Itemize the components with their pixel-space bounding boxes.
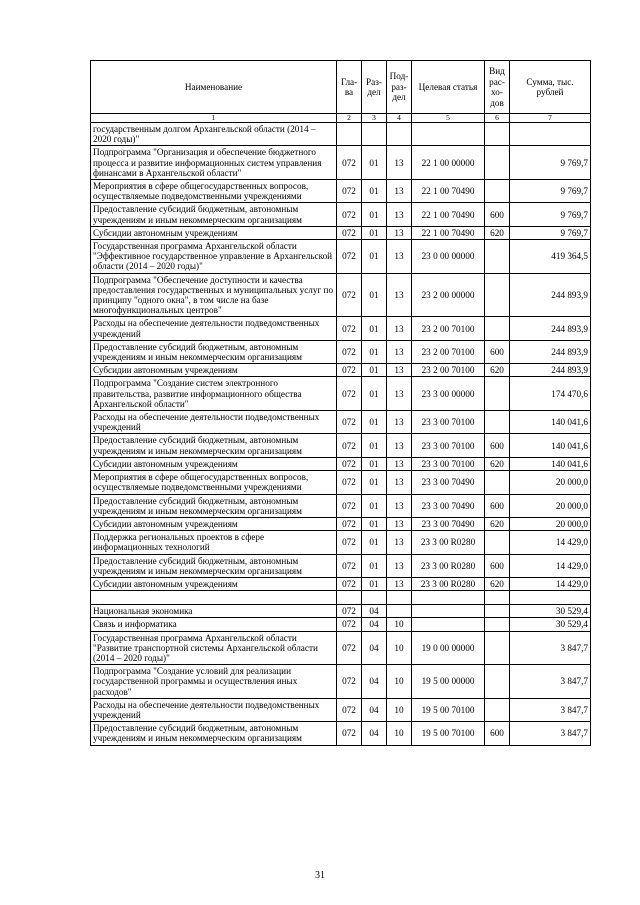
row-target-cell: 23 3 00 70100 [412, 434, 485, 457]
table-row [91, 146, 591, 180]
row-razdel-cell: 01 [362, 364, 387, 377]
row-name-cell: Подпрограмма "Создание условий для реализации государственной программы и осуществления иных расходов" [91, 665, 337, 699]
col-number: 5 [412, 114, 485, 123]
row-podrazdel-cell: 13 [387, 531, 412, 554]
row-name-cell: Субсидии автономным учреждениям [91, 517, 337, 530]
header-razdel: Раз-дел [362, 61, 387, 114]
row-podrazdel-cell: 13 [387, 203, 412, 226]
row-sum-cell: 9 769,7 [510, 180, 591, 203]
row-target-cell: 23 3 00 70100 [412, 411, 485, 434]
table-row [91, 377, 591, 411]
row-vid-cell: 600 [485, 722, 510, 745]
row-name-cell: Национальная экономика [91, 605, 337, 618]
row-sum-cell: 244 893,9 [510, 317, 591, 340]
row-razdel-cell: 01 [362, 554, 387, 577]
table-row [91, 531, 591, 554]
row-sum-cell: 3 847,7 [510, 698, 591, 721]
row-razdel-cell: 01 [362, 457, 387, 470]
row-sum-cell: 30 529,4 [510, 605, 591, 618]
row-glava-cell: 072 [337, 457, 362, 470]
row-target-cell: 23 2 00 70100 [412, 340, 485, 363]
table-row [91, 123, 591, 146]
row-vid-cell: 620 [485, 577, 510, 590]
row-razdel-cell: 01 [362, 203, 387, 226]
row-sum-cell: 419 364,5 [510, 240, 591, 274]
row-glava-cell: 072 [337, 531, 362, 554]
row-target-cell: 22 1 00 70490 [412, 180, 485, 203]
row-razdel-cell: 01 [362, 340, 387, 363]
row-sum-cell: 14 429,0 [510, 554, 591, 577]
row-glava-cell: 072 [337, 226, 362, 239]
row-target-cell: 19 5 00 70100 [412, 722, 485, 745]
row-razdel-cell: 01 [362, 494, 387, 517]
row-vid-cell: 620 [485, 457, 510, 470]
header-target: Целевая статья [412, 61, 485, 114]
row-sum-cell: 3 847,7 [510, 665, 591, 699]
row-sum-cell: 140 041,6 [510, 434, 591, 457]
row-vid-cell [485, 377, 510, 411]
row-razdel-cell: 04 [362, 698, 387, 721]
row-razdel-cell: 01 [362, 377, 387, 411]
row-target-cell: 19 5 00 70100 [412, 698, 485, 721]
table-row [91, 554, 591, 577]
table-row [91, 618, 591, 631]
row-name-cell: Субсидии автономным учреждениям [91, 577, 337, 590]
row-glava-cell [337, 123, 362, 146]
row-podrazdel-cell: 13 [387, 146, 412, 180]
row-sum-cell: 20 000,0 [510, 471, 591, 494]
row-glava-cell: 072 [337, 618, 362, 631]
row-target-cell: 23 2 00 70100 [412, 317, 485, 340]
row-sum-cell: 20 000,0 [510, 494, 591, 517]
row-name-cell [91, 591, 337, 605]
row-name-cell: Расходы на обеспечение деятельности подведомственных учреждений [91, 317, 337, 340]
row-vid-cell: 620 [485, 517, 510, 530]
row-vid-cell [485, 273, 510, 317]
table-row [91, 665, 591, 699]
row-name-cell: Субсидии автономным учреждениям [91, 457, 337, 470]
row-podrazdel-cell: 13 [387, 240, 412, 274]
row-name-cell: Предоставление субсидий бюджетным, автономным учреждениям и иным некоммерческим организациям [91, 340, 337, 363]
row-glava-cell: 072 [337, 494, 362, 517]
row-target-cell: 23 3 00 70490 [412, 471, 485, 494]
col-number: 3 [362, 114, 387, 123]
row-target-cell: 19 0 00 00000 [412, 631, 485, 665]
header-sum: Сумма, тыс. рублей [510, 61, 591, 114]
row-vid-cell [485, 317, 510, 340]
row-razdel-cell: 04 [362, 665, 387, 699]
row-name-cell: Государственная программа Архангельской области "Развитие транспортной системы Архангельской области (2014 – 2020 годы)" [91, 631, 337, 665]
row-sum-cell: 174 470,6 [510, 377, 591, 411]
row-razdel-cell: 04 [362, 605, 387, 618]
row-podrazdel-cell [387, 591, 412, 605]
row-razdel-cell [362, 123, 387, 146]
row-vid-cell: 600 [485, 340, 510, 363]
table-row [91, 591, 591, 605]
row-sum-cell: 244 893,9 [510, 340, 591, 363]
row-sum-cell [510, 123, 591, 146]
table-row [91, 180, 591, 203]
row-razdel-cell: 01 [362, 577, 387, 590]
row-razdel-cell: 01 [362, 180, 387, 203]
row-target-cell: 23 3 00 R0280 [412, 531, 485, 554]
row-razdel-cell: 01 [362, 317, 387, 340]
row-target-cell: 23 3 00 00000 [412, 377, 485, 411]
row-name-cell: государственным долгом Архангельской области (2014 – 2020 годы)" [91, 123, 337, 146]
row-vid-cell [485, 240, 510, 274]
row-razdel-cell: 04 [362, 618, 387, 631]
row-vid-cell: 600 [485, 434, 510, 457]
row-podrazdel-cell: 10 [387, 698, 412, 721]
row-razdel-cell: 01 [362, 531, 387, 554]
row-target-cell [412, 591, 485, 605]
row-name-cell: Государственная программа Архангельской области "Эффективное государственное управление в Архангельской области (2014 – 2020 годы)" [91, 240, 337, 274]
budget-table-sheet [90, 60, 590, 746]
row-vid-cell [485, 471, 510, 494]
row-glava-cell: 072 [337, 377, 362, 411]
table-row [91, 273, 591, 317]
row-sum-cell: 20 000,0 [510, 517, 591, 530]
table-body [91, 123, 591, 746]
table-row [91, 631, 591, 665]
row-podrazdel-cell: 13 [387, 180, 412, 203]
row-vid-cell [485, 411, 510, 434]
row-name-cell: Подпрограмма "Создание систем электронного правительства, развитие информационного общества Архангельской области" [91, 377, 337, 411]
row-podrazdel-cell: 13 [387, 273, 412, 317]
row-glava-cell: 072 [337, 317, 362, 340]
row-vid-cell [485, 591, 510, 605]
row-podrazdel-cell: 13 [387, 340, 412, 363]
row-podrazdel-cell: 13 [387, 377, 412, 411]
row-target-cell: 23 3 00 70490 [412, 517, 485, 530]
table-row [91, 457, 591, 470]
row-razdel-cell: 04 [362, 722, 387, 745]
row-target-cell: 23 3 00 R0280 [412, 577, 485, 590]
row-podrazdel-cell: 13 [387, 411, 412, 434]
column-number-row [91, 114, 591, 123]
row-razdel-cell: 01 [362, 146, 387, 180]
row-podrazdel-cell: 10 [387, 618, 412, 631]
page-number: 31 [315, 870, 325, 881]
table-row [91, 605, 591, 618]
table-row [91, 577, 591, 590]
row-glava-cell: 072 [337, 698, 362, 721]
row-sum-cell: 14 429,0 [510, 577, 591, 590]
row-sum-cell: 9 769,7 [510, 226, 591, 239]
row-razdel-cell: 01 [362, 226, 387, 239]
row-vid-cell [485, 180, 510, 203]
row-sum-cell: 9 769,7 [510, 203, 591, 226]
table-row [91, 698, 591, 721]
row-razdel-cell: 01 [362, 273, 387, 317]
row-podrazdel-cell: 13 [387, 494, 412, 517]
row-podrazdel-cell: 13 [387, 517, 412, 530]
row-vid-cell: 600 [485, 203, 510, 226]
row-target-cell: 23 3 00 70100 [412, 457, 485, 470]
row-target-cell: 23 3 00 R0280 [412, 554, 485, 577]
row-name-cell: Предоставление субсидий бюджетным, автономным учреждениям и иным некоммерческим организациям [91, 434, 337, 457]
row-podrazdel-cell: 13 [387, 554, 412, 577]
col-number: 6 [485, 114, 510, 123]
row-podrazdel-cell [387, 123, 412, 146]
table-row [91, 203, 591, 226]
row-vid-cell: 600 [485, 494, 510, 517]
table-row [91, 240, 591, 274]
row-razdel-cell [362, 591, 387, 605]
row-vid-cell [485, 123, 510, 146]
row-sum-cell: 140 041,6 [510, 411, 591, 434]
table-row [91, 434, 591, 457]
header-name: Наименование [91, 61, 337, 114]
row-target-cell: 23 0 00 00000 [412, 240, 485, 274]
row-razdel-cell: 01 [362, 517, 387, 530]
col-number: 2 [337, 114, 362, 123]
row-name-cell: Подпрограмма "Обеспечение доступности и качества предоставления государственных и муниципальных услуг по принципу "одного окна", в том числе на базе многофункциональных центров" [91, 273, 337, 317]
row-glava-cell: 072 [337, 273, 362, 317]
row-target-cell [412, 618, 485, 631]
row-glava-cell: 072 [337, 605, 362, 618]
table-row [91, 722, 591, 745]
row-podrazdel-cell: 10 [387, 722, 412, 745]
row-target-cell: 23 2 00 70100 [412, 364, 485, 377]
row-name-cell: Предоставление субсидий бюджетным, автономным учреждениям и иным некоммерческим организациям [91, 554, 337, 577]
row-name-cell: Предоставление субсидий бюджетным, автономным учреждениям и иным некоммерческим организациям [91, 494, 337, 517]
table-header-row [91, 61, 591, 114]
row-glava-cell: 072 [337, 434, 362, 457]
table-row [91, 494, 591, 517]
row-vid-cell [485, 618, 510, 631]
row-glava-cell: 072 [337, 554, 362, 577]
row-podrazdel-cell: 13 [387, 577, 412, 590]
header-glava: Гла-ва [337, 61, 362, 114]
row-razdel-cell: 01 [362, 434, 387, 457]
col-number: 1 [91, 114, 337, 123]
row-vid-cell: 620 [485, 226, 510, 239]
row-glava-cell: 072 [337, 517, 362, 530]
row-sum-cell: 3 847,7 [510, 722, 591, 745]
table-row [91, 340, 591, 363]
table-row [91, 317, 591, 340]
header-podrazdel: Под-раз-дел [387, 61, 412, 114]
row-glava-cell: 072 [337, 203, 362, 226]
row-vid-cell [485, 531, 510, 554]
row-name-cell: Субсидии автономным учреждениям [91, 226, 337, 239]
row-podrazdel-cell: 13 [387, 226, 412, 239]
row-target-cell: 22 1 00 00000 [412, 146, 485, 180]
row-glava-cell: 072 [337, 471, 362, 494]
row-glava-cell [337, 591, 362, 605]
row-sum-cell: 244 893,9 [510, 364, 591, 377]
row-name-cell: Предоставление субсидий бюджетным, автономным учреждениям и иным некоммерческим организациям [91, 722, 337, 745]
row-glava-cell: 072 [337, 340, 362, 363]
row-name-cell: Предоставление субсидий бюджетным, автономным учреждениям и иным некоммерческим организациям [91, 203, 337, 226]
row-glava-cell: 072 [337, 180, 362, 203]
row-name-cell: Мероприятия в сфере общегосударственных вопросов, осуществляемые подведомственными учреждениями [91, 471, 337, 494]
row-podrazdel-cell: 10 [387, 665, 412, 699]
row-podrazdel-cell: 13 [387, 457, 412, 470]
row-podrazdel-cell: 13 [387, 434, 412, 457]
row-target-cell: 22 1 00 70490 [412, 226, 485, 239]
row-name-cell: Связь и информатика [91, 618, 337, 631]
row-glava-cell: 072 [337, 631, 362, 665]
row-vid-cell [485, 605, 510, 618]
table-row [91, 471, 591, 494]
col-number: 4 [387, 114, 412, 123]
row-sum-cell: 14 429,0 [510, 531, 591, 554]
row-vid-cell [485, 146, 510, 180]
row-podrazdel-cell: 13 [387, 317, 412, 340]
table-row [91, 364, 591, 377]
row-name-cell: Расходы на обеспечение деятельности подведомственных учреждений [91, 698, 337, 721]
row-podrazdel-cell: 13 [387, 471, 412, 494]
row-podrazdel-cell: 10 [387, 631, 412, 665]
row-name-cell: Поддержка региональных проектов в сфере информационных технологий [91, 531, 337, 554]
row-glava-cell: 072 [337, 665, 362, 699]
row-glava-cell: 072 [337, 722, 362, 745]
row-sum-cell: 30 529,4 [510, 618, 591, 631]
row-vid-cell: 620 [485, 364, 510, 377]
row-glava-cell: 072 [337, 240, 362, 274]
row-glava-cell: 072 [337, 146, 362, 180]
table-row [91, 226, 591, 239]
row-sum-cell: 3 847,7 [510, 631, 591, 665]
row-sum-cell: 140 041,6 [510, 457, 591, 470]
row-name-cell: Мероприятия в сфере общегосударственных вопросов, осуществляемые подведомственными учреждениями [91, 180, 337, 203]
row-razdel-cell: 01 [362, 240, 387, 274]
row-name-cell: Расходы на обеспечение деятельности подведомственных учреждений [91, 411, 337, 434]
row-target-cell: 23 3 00 70490 [412, 494, 485, 517]
table-row [91, 411, 591, 434]
col-number: 7 [510, 114, 591, 123]
row-razdel-cell: 04 [362, 631, 387, 665]
row-target-cell: 22 1 00 70490 [412, 203, 485, 226]
table-row [91, 517, 591, 530]
row-target-cell [412, 605, 485, 618]
row-podrazdel-cell [387, 605, 412, 618]
row-glava-cell: 072 [337, 411, 362, 434]
row-sum-cell: 9 769,7 [510, 146, 591, 180]
header-vid: Вид рас-хо-дов [485, 61, 510, 114]
row-razdel-cell: 01 [362, 471, 387, 494]
row-name-cell: Подпрограмма "Организация и обеспечение бюджетного процесса и развитие информационных систем управления финансами в Архангельской области" [91, 146, 337, 180]
row-vid-cell [485, 665, 510, 699]
budget-table [90, 60, 591, 746]
row-glava-cell: 072 [337, 577, 362, 590]
row-razdel-cell: 01 [362, 411, 387, 434]
row-glava-cell: 072 [337, 364, 362, 377]
row-vid-cell: 600 [485, 554, 510, 577]
row-target-cell: 23 2 00 00000 [412, 273, 485, 317]
row-sum-cell [510, 591, 591, 605]
row-vid-cell [485, 698, 510, 721]
row-target-cell [412, 123, 485, 146]
row-name-cell: Субсидии автономным учреждениям [91, 364, 337, 377]
row-podrazdel-cell: 13 [387, 364, 412, 377]
row-vid-cell [485, 631, 510, 665]
row-sum-cell: 244 893,9 [510, 273, 591, 317]
row-target-cell: 19 5 00 00000 [412, 665, 485, 699]
